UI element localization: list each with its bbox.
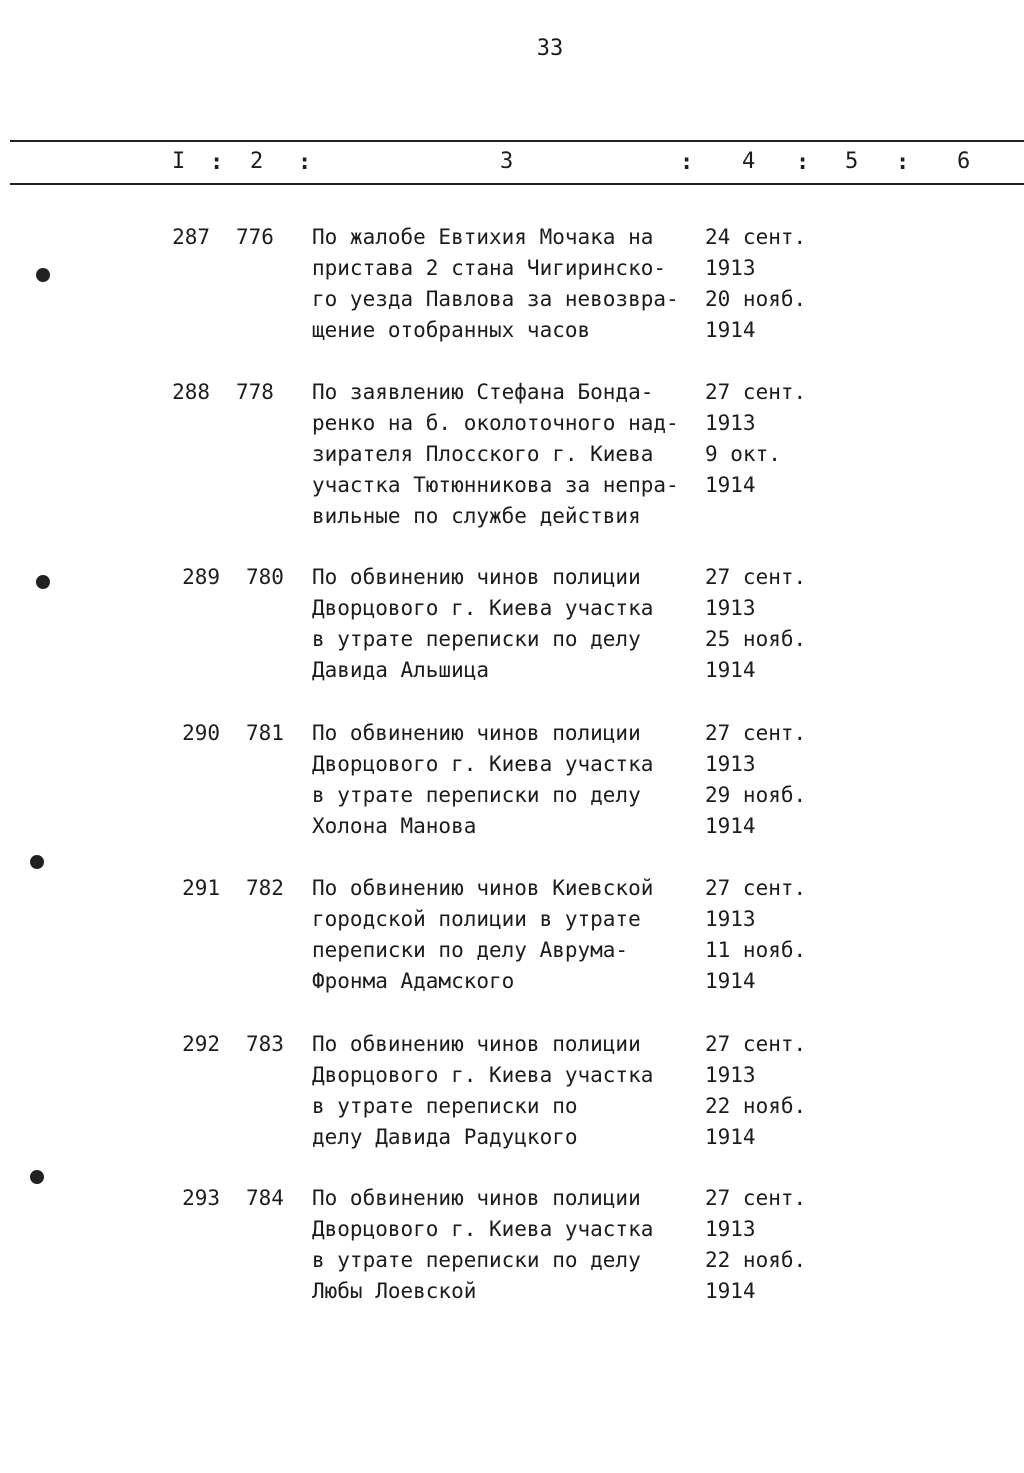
description-line: Любы Лоевской bbox=[312, 1279, 477, 1303]
header-separator: : bbox=[298, 150, 312, 175]
description-line: По обвинению чинов полиции bbox=[312, 721, 641, 745]
date-line: 27 сент. bbox=[705, 1186, 807, 1210]
case-number: 780 bbox=[246, 565, 284, 589]
date-line: 22 нояб. bbox=[705, 1094, 807, 1118]
description-line: По обвинению чинов полиции bbox=[312, 565, 641, 589]
date-line: 1913 bbox=[705, 411, 756, 435]
header-separator: : bbox=[210, 150, 224, 175]
entry-number: 292 bbox=[182, 1032, 220, 1056]
description-line: в утрате переписки по делу bbox=[312, 1248, 641, 1272]
page-number: 33 bbox=[536, 36, 564, 61]
date-line: 1913 bbox=[705, 596, 756, 620]
date-line: 27 сент. bbox=[705, 876, 807, 900]
description-line: Давида Альшица bbox=[312, 658, 490, 682]
case-number: 784 bbox=[246, 1186, 284, 1210]
description-line: Холона Манова bbox=[312, 814, 477, 838]
description-line: переписки по делу Аврума- bbox=[312, 938, 629, 962]
case-dates bbox=[705, 377, 835, 501]
date-line: 1914 bbox=[705, 1279, 756, 1303]
header-col-2: 2 bbox=[250, 149, 264, 174]
case-description bbox=[312, 377, 697, 532]
description-line: По заявлению Стефана Бонда- bbox=[312, 380, 654, 404]
description-line: По обвинению чинов полиции bbox=[312, 1032, 641, 1056]
description-line: щение отобранных часов bbox=[312, 318, 591, 342]
case-description bbox=[312, 222, 697, 346]
header-separator: : bbox=[896, 150, 910, 175]
description-line: Фронма Адамского bbox=[312, 969, 515, 993]
case-description bbox=[312, 1183, 697, 1307]
date-line: 1914 bbox=[705, 969, 756, 993]
case-number: 782 bbox=[246, 876, 284, 900]
header-col-1: I bbox=[172, 149, 186, 174]
case-number: 781 bbox=[246, 721, 284, 745]
description-line: в утрате переписки по делу bbox=[312, 627, 641, 651]
case-description bbox=[312, 1029, 697, 1153]
date-line: 27 сент. bbox=[705, 380, 807, 404]
header-separator: : bbox=[796, 150, 810, 175]
description-line: го уезда Павлова за невозвра- bbox=[312, 287, 679, 311]
case-number: 776 bbox=[236, 225, 274, 249]
date-line: 1913 bbox=[705, 256, 756, 280]
case-dates bbox=[705, 718, 835, 842]
entry-number: 287 bbox=[172, 225, 210, 249]
punch-hole-mark bbox=[30, 855, 44, 869]
date-line: 1914 bbox=[705, 814, 756, 838]
description-line: делу Давида Радуцкого bbox=[312, 1125, 578, 1149]
description-line: в утрате переписки по делу bbox=[312, 783, 641, 807]
date-line: 27 сент. bbox=[705, 1032, 807, 1056]
header-col-6: 6 bbox=[957, 149, 971, 174]
description-line: ренко на б. околоточного над- bbox=[312, 411, 679, 435]
header-separator: : bbox=[680, 150, 694, 175]
case-description bbox=[312, 562, 697, 686]
case-description bbox=[312, 873, 697, 997]
entry-number: 290 bbox=[182, 721, 220, 745]
case-dates bbox=[705, 1029, 835, 1153]
entry-number: 293 bbox=[182, 1186, 220, 1210]
date-line: 1913 bbox=[705, 1063, 756, 1087]
case-dates bbox=[705, 873, 835, 997]
date-line: 27 сент. bbox=[705, 721, 807, 745]
description-line: пристава 2 стана Чигиринско- bbox=[312, 256, 667, 280]
date-line: 25 нояб. bbox=[705, 627, 807, 651]
punch-hole-mark bbox=[36, 268, 50, 282]
description-line: Дворцового г. Киева участка bbox=[312, 1217, 654, 1241]
punch-hole-mark bbox=[30, 1170, 44, 1184]
header-col-3: 3 bbox=[500, 149, 514, 174]
date-line: 1913 bbox=[705, 1217, 756, 1241]
date-line: 27 сент. bbox=[705, 565, 807, 589]
description-line: По обвинению чинов Киевской bbox=[312, 876, 654, 900]
description-line: Дворцового г. Киева участка bbox=[312, 1063, 654, 1087]
date-line: 1913 bbox=[705, 752, 756, 776]
case-description bbox=[312, 718, 697, 842]
date-line: 24 сент. bbox=[705, 225, 807, 249]
case-dates bbox=[705, 1183, 835, 1307]
entry-number: 291 bbox=[182, 876, 220, 900]
entry-number: 289 bbox=[182, 565, 220, 589]
description-line: участка Тютюнникова за непра- bbox=[312, 473, 679, 497]
date-line: 11 нояб. bbox=[705, 938, 807, 962]
date-line: 1914 bbox=[705, 1125, 756, 1149]
date-line: 1914 bbox=[705, 658, 756, 682]
date-line: 9 окт. bbox=[705, 442, 781, 466]
header-col-4: 4 bbox=[742, 149, 756, 174]
case-dates bbox=[705, 222, 835, 346]
header-col-5: 5 bbox=[845, 149, 859, 174]
description-line: вильные по службе действия bbox=[312, 504, 641, 528]
case-dates bbox=[705, 562, 835, 686]
date-line: 1914 bbox=[705, 318, 756, 342]
case-number: 783 bbox=[246, 1032, 284, 1056]
header-bottom-rule bbox=[10, 183, 1024, 185]
date-line: 22 нояб. bbox=[705, 1248, 807, 1272]
date-line: 20 нояб. bbox=[705, 287, 807, 311]
date-line: 29 нояб. bbox=[705, 783, 807, 807]
case-number: 778 bbox=[236, 380, 274, 404]
description-line: Дворцового г. Киева участка bbox=[312, 752, 654, 776]
description-line: По обвинению чинов полиции bbox=[312, 1186, 641, 1210]
description-line: Дворцового г. Киева участка bbox=[312, 596, 654, 620]
description-line: в утрате переписки по bbox=[312, 1094, 578, 1118]
date-line: 1914 bbox=[705, 473, 756, 497]
description-line: зирателя Плосского г. Киева bbox=[312, 442, 654, 466]
date-line: 1913 bbox=[705, 907, 756, 931]
header-top-rule bbox=[10, 140, 1024, 142]
description-line: По жалобе Евтихия Мочака на bbox=[312, 225, 654, 249]
entry-number: 288 bbox=[172, 380, 210, 404]
punch-hole-mark bbox=[36, 575, 50, 589]
description-line: городской полиции в утрате bbox=[312, 907, 641, 931]
